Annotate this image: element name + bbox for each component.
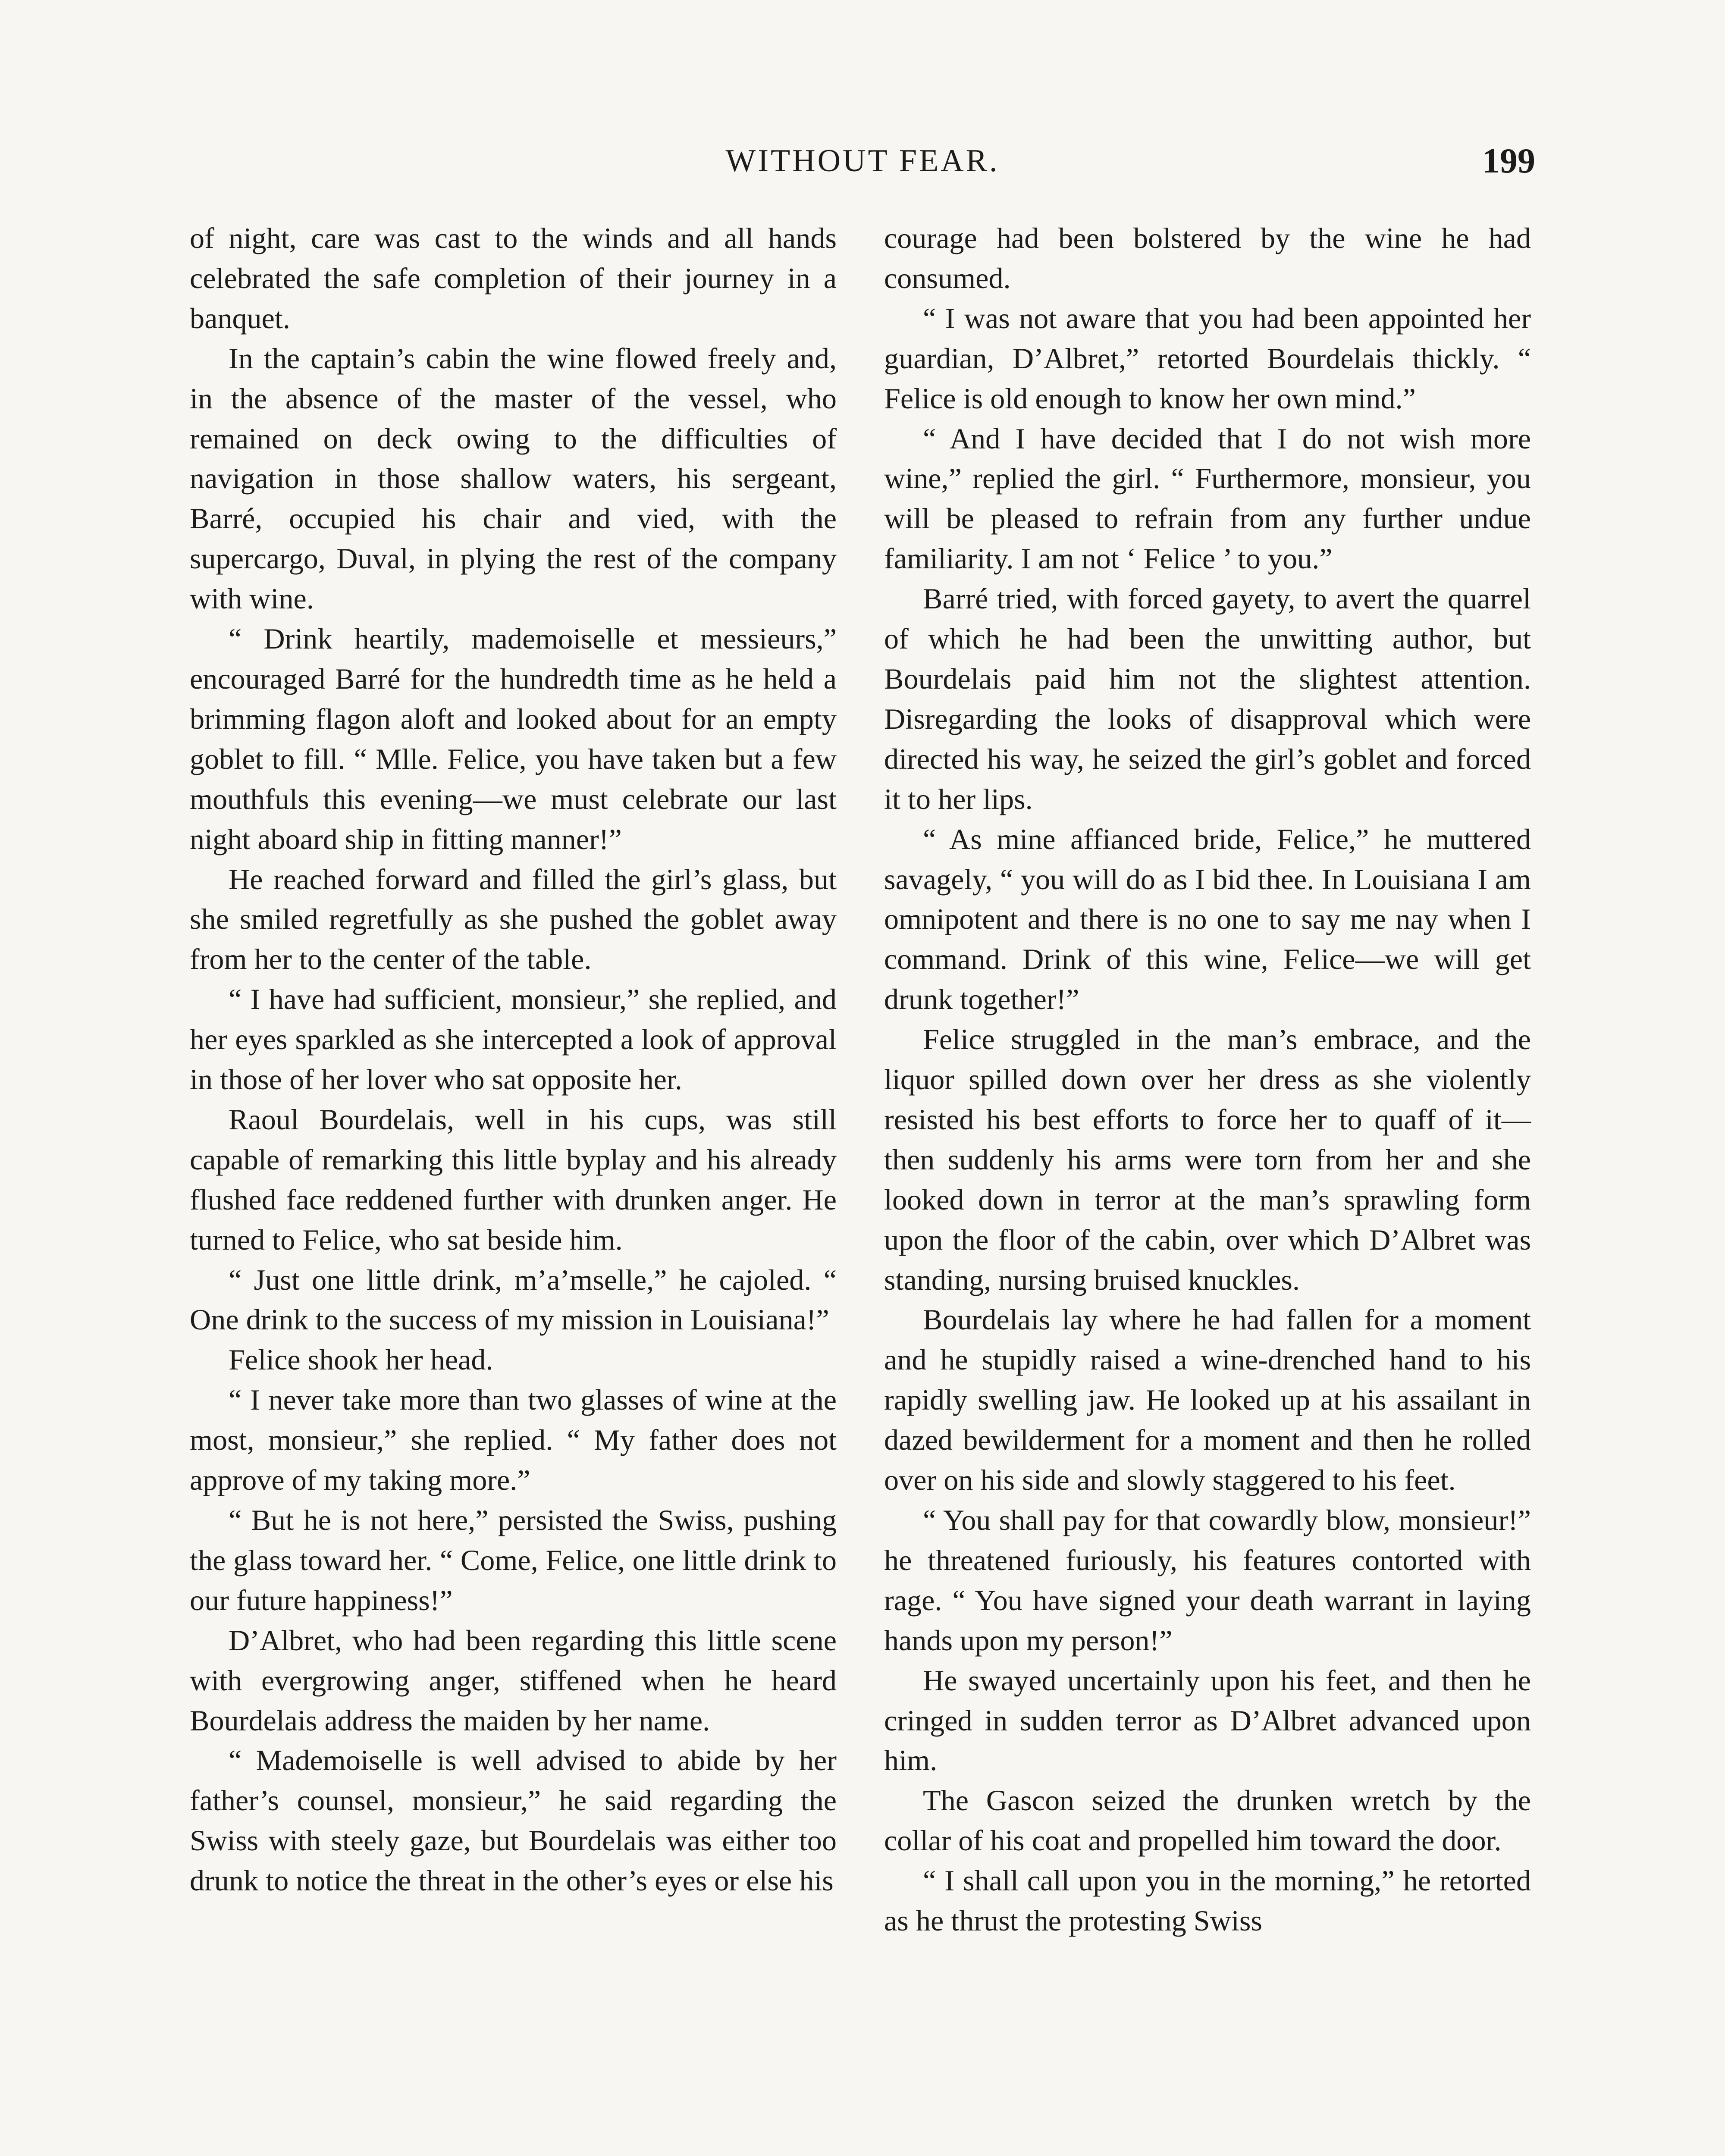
- paragraph: “ Drink heartily, mademoiselle et messieurs,” encouraged Barré for the hundredth time as he held a brimming flagon aloft and looked about for an empty goblet to fill. “ Mlle. Felice, you have taken but a few mouthfuls this evening—we must celebrate our last night aboard ship in fitting manner!”: [190, 622, 837, 856]
- paragraph: Felice struggled in the man’s embrace, and the liquor spilled down over her dress as she violently resisted his best efforts to force her to quaff of it—then suddenly his arms were torn from her and she looked down in terror at the man’s sprawling form upon the floor of the cabin, over which D’Albret was standing, nursing bruised knuckles.: [884, 1023, 1531, 1296]
- left-column: [190, 218, 837, 1901]
- paragraph: Barré tried, with forced gayety, to avert the quarrel of which he had been the unwitting author, but Bourdelais paid him not the slightest attention. Disregarding the looks of disapproval which were directed his way, he seized the girl’s goblet and forced it to her lips.: [884, 582, 1531, 815]
- paragraph: “ And I have decided that I do not wish more wine,” replied the girl. “ Furthermore, monsieur, you will be pleased to refrain from any further undue familiarity. I am not ‘ Felice ’ to you.”: [884, 422, 1531, 575]
- paragraph: “ Just one little drink, m’a’mselle,” he cajoled. “ One drink to the success of my mission in Louisiana!”: [190, 1263, 837, 1336]
- right-column: [884, 218, 1531, 1941]
- running-head: WITHOUT FEAR.: [725, 143, 1000, 179]
- paragraph: “ You shall pay for that cowardly blow, monsieur!” he threatened furiously, his features contorted with rage. “ You have signed your death warrant in laying hands upon my person!”: [884, 1504, 1531, 1657]
- paragraph: “ I shall call upon you in the morning,” he retorted as he thrust the protesting Swiss: [884, 1864, 1531, 1937]
- paragraph: Bourdelais lay where he had fallen for a moment and he stupidly raised a wine-drenched hand to his rapidly swelling jaw. He looked up at his assailant in dazed bewilderment for a moment and then he rolled over on his side and slowly staggered to his feet.: [884, 1303, 1531, 1497]
- paragraph: In the captain’s cabin the wine flowed freely and, in the absence of the master of the vessel, who remained on deck owing to the difficulties of navigation in those shallow waters, his sergeant, Barré, occupied his chair and vied, with the supercargo, Duval, in plying the rest of the company with wine.: [190, 342, 837, 615]
- paragraph: He swayed uncertainly upon his feet, and then he cringed in sudden terror as D’Albret advanced upon him.: [884, 1664, 1531, 1777]
- paragraph: Felice shook her head.: [229, 1343, 493, 1376]
- paragraph: “ I have had sufficient, monsieur,” she replied, and her eyes sparkled as she intercepted a look of approval in those of her lover who sat opposite her.: [190, 983, 837, 1096]
- paragraph: “ Mademoiselle is well advised to abide by her father’s counsel, monsieur,” he said regarding the Swiss with steely gaze, but Bourdelais was either too drunk to notice the threat in the other’s eyes or else his: [190, 1744, 837, 1897]
- paragraph: D’Albret, who had been regarding this little scene with evergrowing anger, stiffened when he heard Bourdelais address the maiden by her name.: [190, 1623, 837, 1737]
- paragraph: “ I was not aware that you had been appointed her guardian, D’Albret,” retorted Bourdelais thickly. “ Felice is old enough to know her own mind.”: [884, 301, 1531, 415]
- paragraph: “ As mine affianced bride, Felice,” he muttered savagely, “ you will do as I bid thee. In Louisiana I am omnipotent and there is no one to say me nay when I command. Drink of this wine, Felice—we will get drunk together!”: [884, 822, 1531, 1016]
- paragraph: Raoul Bourdelais, well in his cups, was still capable of remarking this little byplay and his already flushed face reddened further with drunken anger. He turned to Felice, who sat beside him.: [190, 1103, 837, 1256]
- page-header: [190, 137, 1535, 185]
- paragraph: He reached forward and filled the girl’s glass, but she smiled regretfully as she pushed the goblet away from her to the center of the table.: [190, 862, 837, 976]
- paragraph: “ But he is not here,” persisted the Swiss, pushing the glass toward her. “ Come, Felice, one little drink to our future happiness!”: [190, 1504, 837, 1617]
- paragraph: The Gascon seized the drunken wretch by the collar of his coat and propelled him toward the door.: [884, 1784, 1531, 1857]
- paragraph: of night, care was cast to the winds and all hands celebrated the safe completion of their journey in a banquet.: [190, 222, 837, 335]
- page-number: 199: [1482, 141, 1535, 180]
- paragraph: courage had been bolstered by the wine he had consumed.: [884, 222, 1531, 295]
- paragraph: “ I never take more than two glasses of wine at the most, monsieur,” she replied. “ My father does not approve of my taking more.”: [190, 1383, 837, 1497]
